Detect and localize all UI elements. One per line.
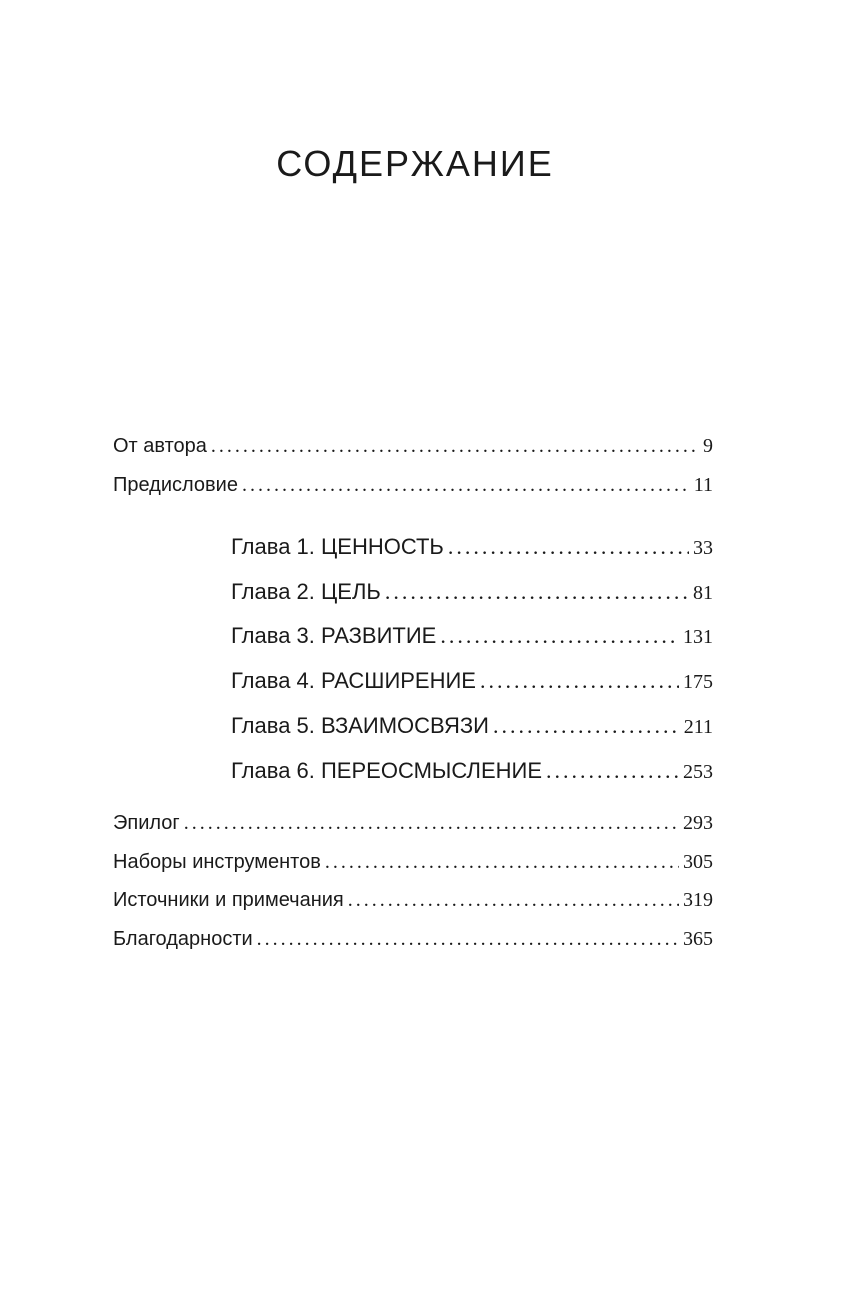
toc-entry-page: 9 bbox=[703, 435, 713, 457]
toc-entry-author-note[interactable] bbox=[113, 433, 713, 459]
toc-entry-label: Предисловие bbox=[113, 474, 238, 496]
dot-leader bbox=[348, 887, 679, 913]
toc-entry-chapter-2[interactable] bbox=[231, 578, 713, 607]
dot-leader bbox=[546, 757, 679, 785]
dot-leader bbox=[184, 810, 679, 836]
toc-entry-epilogue[interactable] bbox=[113, 810, 713, 836]
toc-entry-page: 305 bbox=[683, 851, 713, 873]
toc-entry-toolkits[interactable] bbox=[113, 849, 713, 875]
toc-entry-sources-notes[interactable] bbox=[113, 887, 713, 913]
toc-entry-chapter-3[interactable] bbox=[231, 622, 713, 651]
toc-entry-page: 11 bbox=[693, 474, 713, 496]
toc-entry-preface[interactable] bbox=[113, 472, 713, 498]
toc-entry-label: Наборы инструментов bbox=[113, 851, 321, 873]
toc-entry-label: Благодарности bbox=[113, 928, 253, 950]
toc-entry-page: 175 bbox=[683, 671, 713, 693]
dot-leader bbox=[385, 578, 689, 606]
toc-entry-label: Глава 3. РАЗВИТИЕ bbox=[231, 623, 437, 648]
toc-entry-label: Источники и примечания bbox=[113, 889, 344, 911]
toc-entry-label: Глава 6. ПЕРЕОСМЫСЛЕНИЕ bbox=[231, 758, 543, 783]
toc-entry-label: Глава 2. ЦЕЛЬ bbox=[231, 579, 381, 604]
dot-leader bbox=[242, 472, 690, 498]
toc-entry-page: 211 bbox=[683, 716, 713, 738]
toc-entry-page: 365 bbox=[683, 928, 713, 950]
toc-entry-page: 33 bbox=[693, 537, 713, 559]
dot-leader bbox=[493, 712, 680, 740]
dot-leader bbox=[325, 849, 679, 875]
toc-entry-page: 293 bbox=[683, 812, 713, 834]
toc-entry-label: Глава 4. РАСШИРЕНИЕ bbox=[231, 668, 476, 693]
toc-entry-label: Эпилог bbox=[113, 812, 180, 834]
dot-leader bbox=[211, 433, 699, 459]
toc-entry-page: 319 bbox=[683, 889, 713, 911]
toc-entry-chapter-5[interactable] bbox=[231, 712, 713, 741]
toc-entry-label: Глава 5. ВЗАИМОСВЯЗИ bbox=[231, 713, 489, 738]
toc-entry-page: 131 bbox=[683, 626, 713, 648]
toc-entry-label: Глава 1. ЦЕННОСТЬ bbox=[231, 534, 444, 559]
toc-entry-page: 81 bbox=[693, 582, 713, 604]
dot-leader bbox=[480, 667, 679, 695]
toc-entry-acknowledgements[interactable] bbox=[113, 926, 713, 952]
dot-leader bbox=[440, 622, 679, 650]
toc-entry-page: 253 bbox=[683, 761, 713, 783]
toc-entry-chapter-4[interactable] bbox=[231, 667, 713, 696]
dot-leader bbox=[257, 926, 679, 952]
dot-leader bbox=[448, 533, 689, 561]
toc-entry-chapter-1[interactable] bbox=[231, 533, 713, 562]
toc-entry-label: От автора bbox=[113, 435, 207, 457]
page-title: СОДЕРЖАНИЕ bbox=[276, 143, 554, 184]
toc-entry-chapter-6[interactable] bbox=[231, 757, 713, 786]
